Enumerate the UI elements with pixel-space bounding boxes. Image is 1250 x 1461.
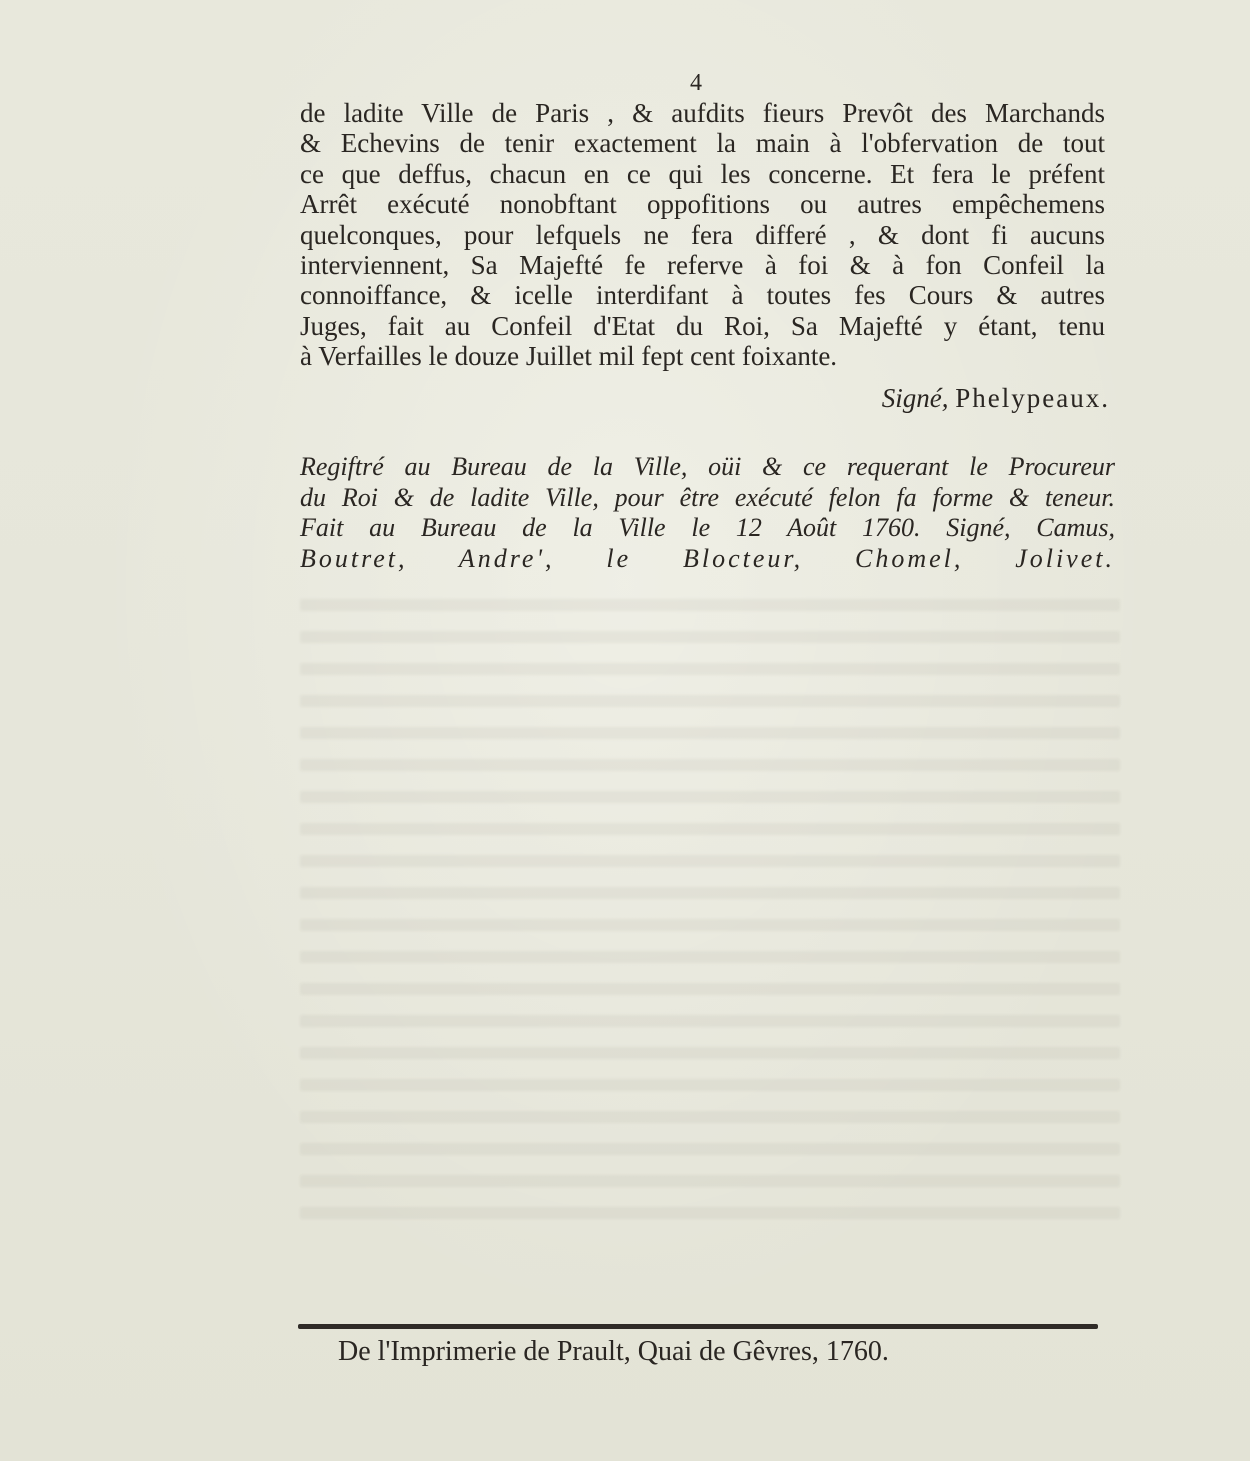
text-line: interviennent, Sa Majefté fe referve à foi & à fon Confeil la (300, 250, 1105, 281)
registration-line: Regiftré au Bureau de la Ville, oüi & ce requerant le Procureur (300, 452, 1115, 481)
decree-body-text (300, 98, 1105, 372)
text-line: Juges, fait au Confeil d'Etat du Roi, Sa Majefté y étant, tenu (300, 310, 1105, 341)
registration-line: Fait au Bureau de la Ville le 12 Août 1760. Signé, Camus, (300, 513, 1115, 542)
text-line: ce que deffus, chacun en ce qui les concerne. Et fera le préfent (300, 158, 1105, 189)
signatory-name: Phelypeaux. (955, 383, 1110, 413)
text-line: & Echevins de tenir exactement la main à l'obfervation de tout (300, 128, 1105, 159)
text-line: à Verfailles le douze Juillet mil fept cent foixante. (300, 341, 838, 372)
reverse-side-show-through (300, 585, 1120, 1225)
registration-line: Boutret, Andre', le Blocteur, Chomel, Jolivet. (300, 543, 1115, 573)
text-line: connoiffance, & icelle interdifant à toutes fes Cours & autres (300, 280, 1105, 311)
registration-line: du Roi & de ladite Ville, pour être exécuté felon fa forme & teneur. (300, 482, 1115, 512)
text-line: quelconques, pour lefquels ne fera differé , & dont fi aucuns (300, 219, 1105, 250)
text-line: Arrêt exécuté nonobftant oppofitions ou autres empêchemens (300, 189, 1105, 220)
imprint-divider-rule (298, 1324, 1098, 1329)
signed-label: Signé, (881, 383, 949, 413)
registration-paragraph (300, 452, 1115, 574)
signature-line (882, 383, 1110, 414)
page-number: 4 (690, 70, 702, 96)
printer-imprint: De l'Imprimerie de Prault, Quai de Gêvres, 1760. (338, 1336, 889, 1367)
text-line: de ladite Ville de Paris , & aufdits fieurs Prevôt des Marchands (300, 98, 1105, 128)
